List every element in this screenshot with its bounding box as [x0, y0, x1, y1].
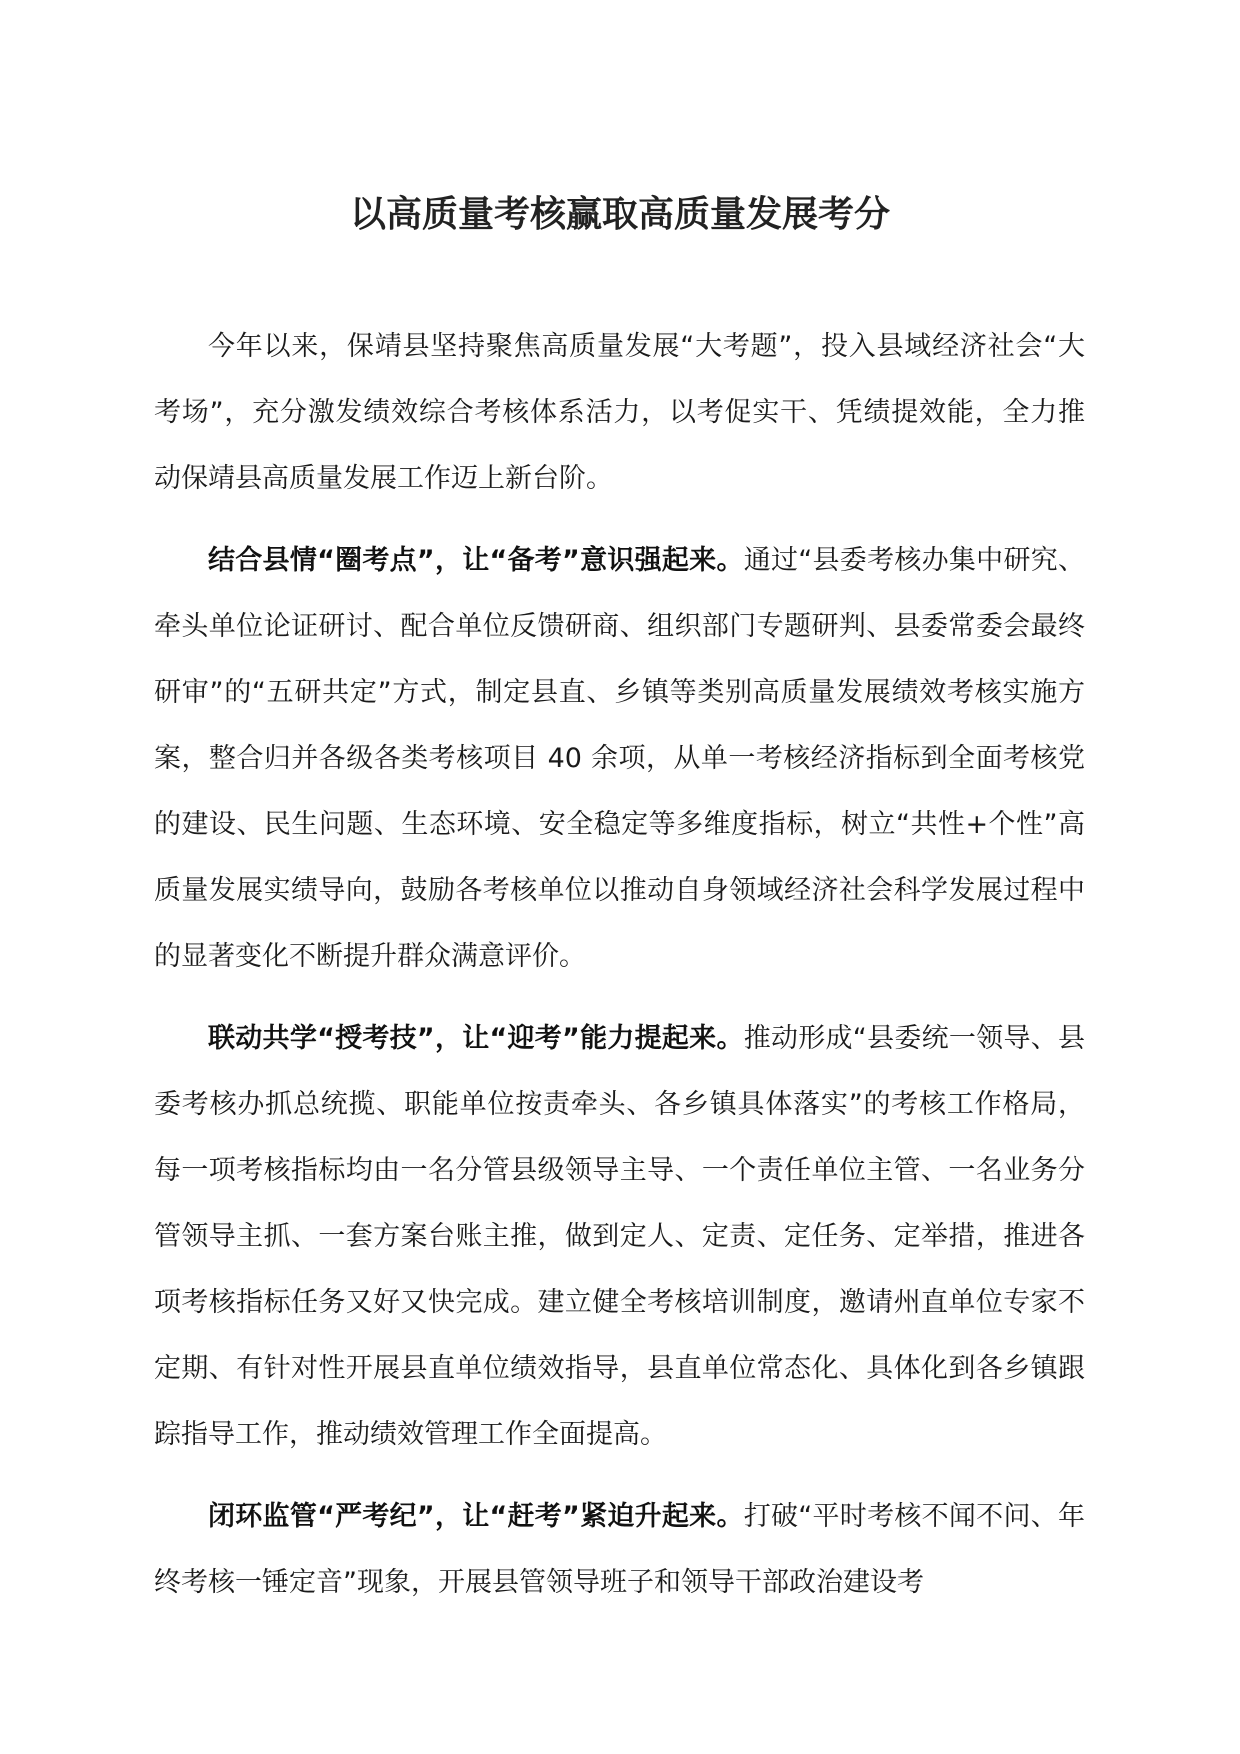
paragraph-intro-text: 今年以来，保靖县坚持聚焦高质量发展“大考题”，投入县域经济社会“大考场”，充分激发绩效综合考核体系活力，以考促实干、凭绩提效能，全力推动保靖县高质量发展工作迈上新台阶。 — [154, 331, 1085, 494]
paragraph-section-3 — [154, 1484, 1085, 1616]
document-body — [154, 314, 1085, 1632]
paragraph-section-2 — [154, 1006, 1085, 1468]
section-2-text: 推动形成“县委统一领导、县委考核办抓总统揽、职能单位按责牵头、各乡镇具体落实”的考核工作格局，每一项考核指标均由一名分管县级领导主导、一个责任单位主管、一名业务分管领导主抓、一套方案台账主推，做到定人、定责、定任务、定举措，推进各项考核指标任务又好又快完成。建立健全考核培训制度，邀请州直单位专家不定期、有针对性开展县直单位绩效指导，县直单位常态化、具体化到各乡镇跟踪指导工作，推动绩效管理工作全面提高。 — [154, 1023, 1085, 1450]
paragraph-section-1 — [154, 528, 1085, 990]
document-title: 以高质量考核赢取高质量发展考分 — [349, 194, 890, 235]
section-3-heading: 闭环监管“严考纪”，让“赶考”紧迫升起来。 — [208, 1501, 744, 1532]
paragraph-intro — [154, 314, 1085, 512]
section-1-heading: 结合县情“圈考点”，让“备考”意识强起来。 — [208, 545, 744, 576]
section-1-text: 通过“县委考核办集中研究、牵头单位论证研讨、配合单位反馈研商、组织部门专题研判、县委常委会最终研审”的“五研共定”方式，制定县直、乡镇等类别高质量发展绩效考核实施方案，整合归并各级各类考核项目 40 余项，从单一考核经济指标到全面考核党的建设、民生问题、生态环境、安全稳定等多维度指标，树立“共性+个性”高质量发展实绩导向，鼓励各考核单位以推动自身领域经济社会科学发展过程中的显著变化不断提升群众满意评价。 — [154, 545, 1085, 972]
section-3-text: 打破“平时考核不闻不问、年终考核一锤定音”现象，开展县管领导班子和领导干部政治建设考 — [154, 1501, 1085, 1598]
section-2-heading: 联动共学“授考技”，让“迎考”能力提起来。 — [208, 1023, 744, 1054]
